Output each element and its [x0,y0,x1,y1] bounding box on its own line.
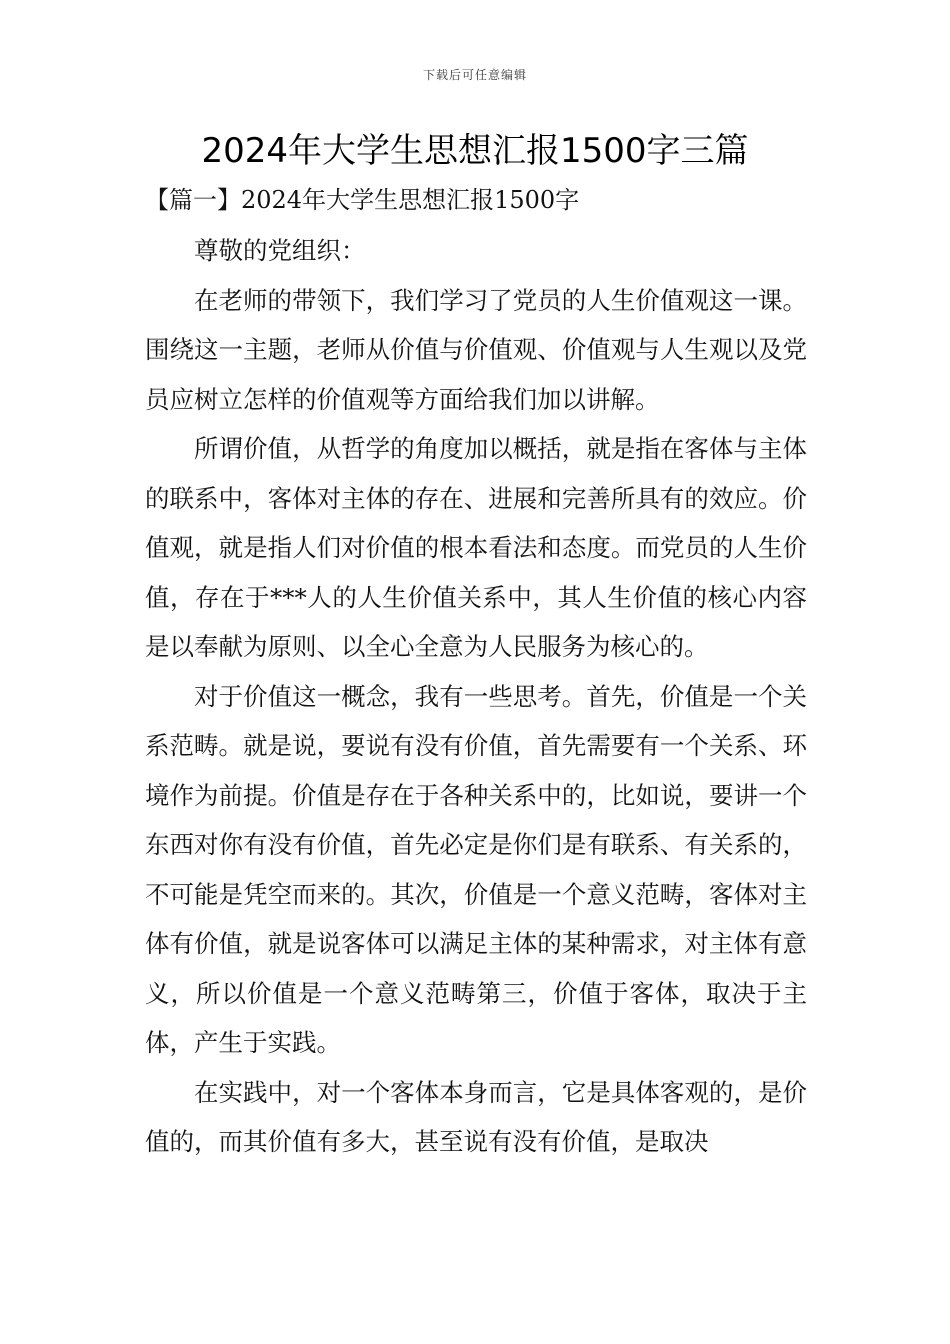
body-text [145,226,807,1167]
section-heading: 【篇一】2024年大学生思想汇报1500字 [145,186,580,214]
document-title: 2024年大学生思想汇报1500字三篇 [201,131,749,171]
header-note: 下载后可任意编辑 [422,68,527,82]
paragraph: 对于价值这一概念，我有一些思考。首先，价值是一个关系范畴。就是说，要说有没有价值，首先需要有一个关系、环境作为前提。价值是存在于各种关系中的，比如说，要讲一个东西对你有没有价值，首先必定是你们是有联系、有关系的，不可能是凭空而来的。其次，价值是一个意义范畴，客体对主体有价值，就是说客体可以满足主体的某种需求，对主体有意义，所以价值是一个意义范畴第三，价值于客体，取决于主体，产生于实践。 [145,681,807,1057]
salutation: 尊敬的党组织： [194,236,366,265]
paragraph: 在实践中，对一个客体本身而言，它是具体客观的，是价值的，而其价值有多大，甚至说有没有价值，是取决 [145,1077,807,1156]
paragraph: 在老师的带领下，我们学习了党员的人生价值观这一课。围绕这一主题，老师从价值与价值观、价值观与人生观以及党员应树立怎样的价值观等方面给我们加以讲解。 [145,285,807,414]
paragraph: 所谓价值，从哲学的角度加以概括，就是指在客体与主体的联系中，客体对主体的存在、进展和完善所具有的效应。价值观，就是指人们对价值的根本看法和态度。而党员的人生价值，存在于***人的人生价值关系中，其人生价值的核心内容是以奉献为原则、以全心全意为人民服务为核心的。 [145,434,807,661]
